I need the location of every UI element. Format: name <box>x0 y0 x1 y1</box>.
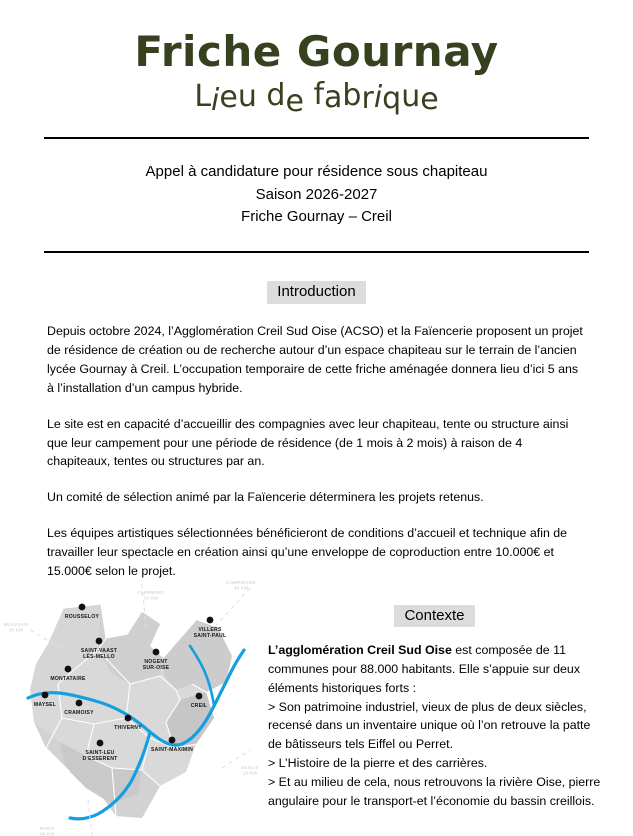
map-town-label: SAINT-VAAST <box>80 648 118 654</box>
header-line-2: Saison 2026-2027 <box>255 185 378 203</box>
map-town-label: CREIL <box>190 703 208 709</box>
intro-paragraph-2: Le site est en capacité d’accueillir des compagnies avec leur chapiteau, tente ou structure ainsi que leur campement pour une période de résidence (de 1 mois à 2 mois) à raison de 4 chapiteaux, tentes ou structures par an. <box>47 416 569 469</box>
map-distance-label: SENLIS <box>241 765 259 770</box>
contexte-heading <box>268 605 601 627</box>
contexte-bullet-2: > L’Histoire de la pierre et des carrières. <box>268 756 488 771</box>
contexte-lead-rest: est composée de 11 communes pour 88.000 habitants. Elle s’appuie sur deux éléments historiques forts : <box>268 643 581 695</box>
intro-paragraph-3: Un comité de sélection animé par la Faïencerie déterminera les projets retenus. <box>47 490 484 505</box>
header-line-3: Friche Gournay – Creil <box>241 208 392 226</box>
map-town-label: SAINT-PAUL <box>193 633 227 639</box>
bottom-zone <box>0 572 633 836</box>
map-distance-label: BEAUVAIS <box>3 622 29 627</box>
logo-subtitle-text: Lieu de fabrique <box>194 77 439 120</box>
page-title: Friche Gournay <box>134 27 499 76</box>
agglomeration-map <box>0 572 268 836</box>
map-distance-label: 10 KM <box>143 595 159 601</box>
header-line-1: Appel à candidature pour résidence sous chapiteau <box>145 163 488 181</box>
header-block <box>0 139 633 229</box>
map-town-label: THIVERNY <box>114 725 142 731</box>
map-town-label: MAYSEL <box>33 702 57 708</box>
map-town-label: VILLERS <box>198 627 222 633</box>
map-distance-label: COMPIÈGNE <box>226 580 256 585</box>
map-distance-label: 45 KM <box>39 831 55 836</box>
map-distance-label: PARIS <box>39 826 55 831</box>
contexte-heading-label: Contexte <box>394 605 474 627</box>
map-town-label: NOGENT <box>144 659 168 665</box>
map-distance-label: 30 KM <box>233 585 249 591</box>
map-distance-label: 30 KM <box>8 627 24 633</box>
contexte-lead <box>268 641 601 698</box>
introduction-heading <box>0 281 633 305</box>
map-town-label: SAINT-MAXIMIN <box>150 747 194 753</box>
introduction-heading-label: Introduction <box>267 281 365 305</box>
contexte-lead-bold: L’agglomération Creil Sud Oise <box>268 643 452 657</box>
contexte-bullet-1: > Son patrimoine industriel, vieux de plus de deux siècles, recensé dans un inventaire unique où l’on retrouve la patte de bâtisseurs tels Eiffel ou Perret. <box>268 699 591 752</box>
intro-paragraph-1: Depuis octobre 2024, l’Agglomération Creil Sud Oise (ACSO) et la Faïencerie proposent un projet de résidence de création ou de recherche autour d’un espace chapiteau sur le terrain de l’ancien lycée Gournay à Creil. L’occupation temporaire de cette friche aménagée donnera lieu d’ici 5 ans à l’installation d’un campus hybride. <box>47 324 583 395</box>
map-town-label: ROUSSELOY <box>64 614 100 620</box>
contexte-bullet-3: > Et au milieu de cela, nous retrouvons la rivière Oise, pierre angulaire pour le transport-et l’économie du bassin creillois. <box>268 774 601 808</box>
map-distance-label: CLERMONT <box>137 590 165 595</box>
map-town-label: MONTATAIRE <box>50 676 86 682</box>
map-town-label: SAINT-LEU <box>85 750 115 756</box>
introduction-body <box>0 322 633 580</box>
map-distance-label: 10 KM <box>242 770 258 776</box>
divider-bottom <box>44 251 589 253</box>
map-town-label: SUR-OISE <box>142 665 170 671</box>
logo-subtitle <box>0 77 633 120</box>
map-town-label: CRAMOISY <box>64 710 94 716</box>
map-town-label: LÈS-MELLO <box>83 654 115 660</box>
contexte-column <box>268 572 601 811</box>
map-figure <box>0 572 268 836</box>
contexte-body <box>268 641 601 811</box>
logo-block <box>0 0 633 120</box>
map-town-label: D’ESSERENT <box>82 756 118 762</box>
intro-paragraph-4: Les équipes artistiques sélectionnées bénéficieront de conditions d’accueil et technique afin de travailler leur spectacle en création ainsi qu’une enveloppe de coproduction entre 10.000€ et 15.000€ selon le projet. <box>47 526 568 578</box>
